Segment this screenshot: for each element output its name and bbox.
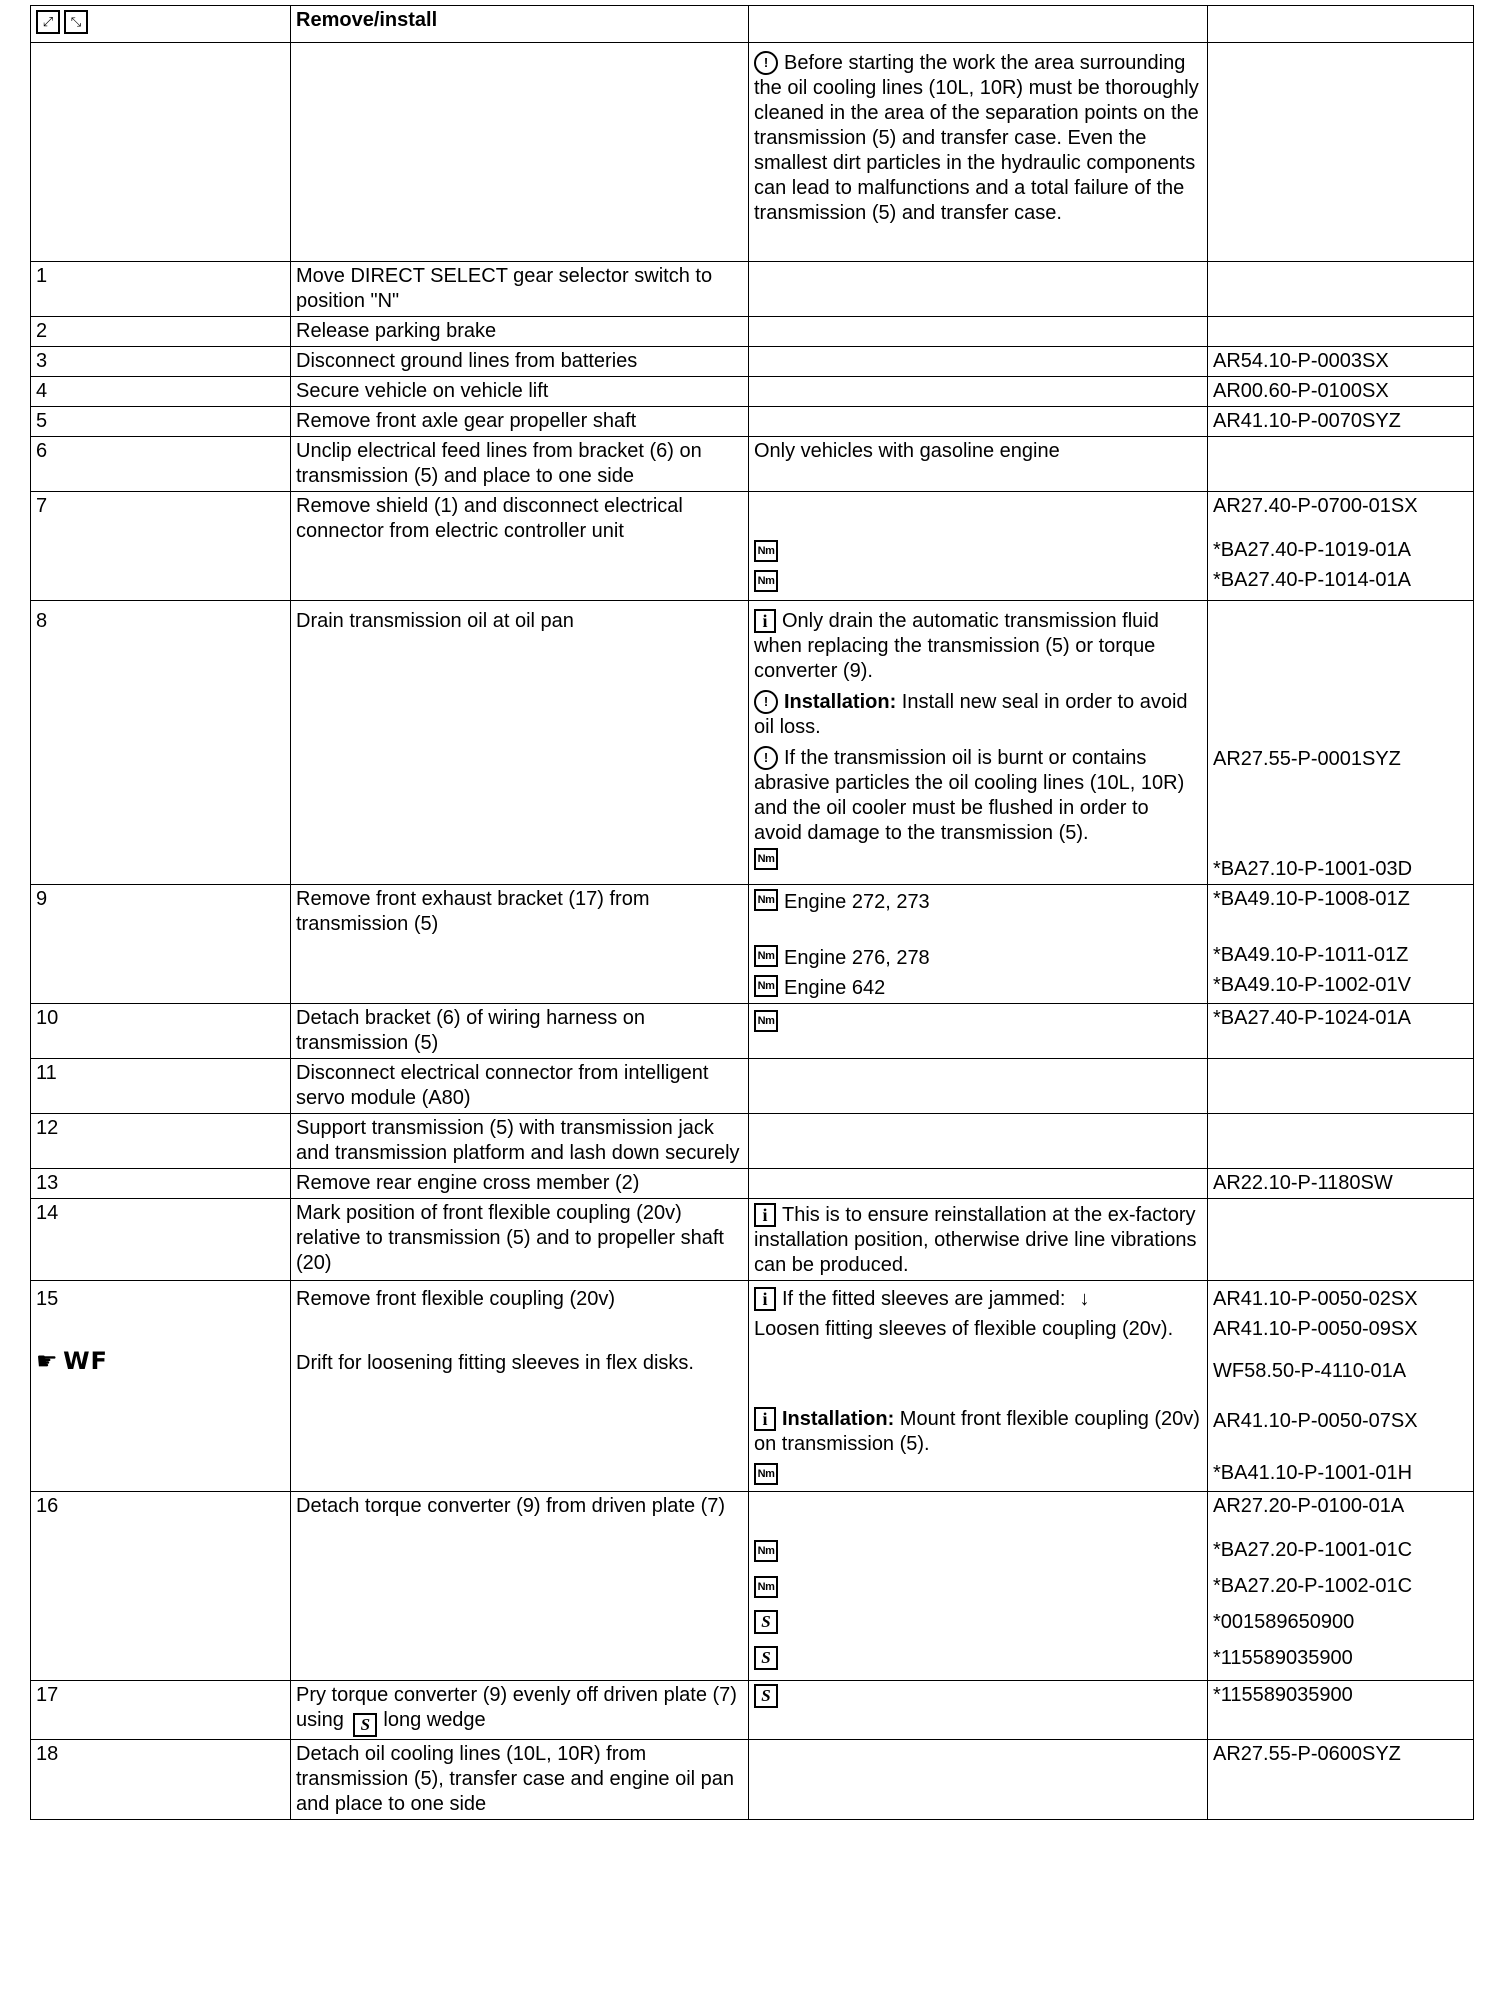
table-row <box>31 1281 1474 1492</box>
step-note: This is to ensure reinstallation at the ex-factory installation position, otherwise drive line vibrations can be produced. <box>754 1204 1197 1276</box>
step-number: 5 <box>31 407 291 437</box>
step-number: 12 <box>31 1114 291 1169</box>
reference-link[interactable]: *BA49.10-P-1008-01Z <box>1213 888 1410 910</box>
warning-icon: ! <box>754 690 778 714</box>
warning-icon: ! <box>754 746 778 770</box>
reference-link[interactable]: *BA27.20-P-1001-01C <box>1213 1539 1413 1561</box>
info-icon: i <box>754 609 776 633</box>
special-tool-icon[interactable]: S <box>754 1610 778 1634</box>
step-number: 2 <box>31 317 291 347</box>
special-tool-icon[interactable]: S <box>754 1684 778 1708</box>
step-text: Detach torque converter (9) from driven plate (7) <box>291 1492 749 1681</box>
torque-icon[interactable]: Nm <box>754 1540 778 1562</box>
step-text: Remove shield (1) and disconnect electrical connector from electric controller unit <box>291 492 749 601</box>
step-note: If the transmission oil is burnt or contains abrasive particles the oil cooling lines (10L, 10R) and the oil cooler must be flushed in order to avoid damage to the transmission (5). <box>754 747 1185 844</box>
reference-link[interactable]: *BA27.40-P-1024-01A <box>1208 1004 1474 1059</box>
step-number: 7 <box>31 492 291 601</box>
step-text: Disconnect electrical connector from intelligent servo module (A80) <box>291 1059 749 1114</box>
reference-link[interactable]: *115589035900 <box>1208 1681 1474 1740</box>
step-text: Remove front exhaust bracket (17) from transmission (5) <box>291 885 749 1004</box>
step-number: 11 <box>31 1059 291 1114</box>
table-row <box>31 1492 1474 1681</box>
collapse-icon[interactable]: ⤡ <box>64 10 88 34</box>
intro-note-cell <box>749 43 1208 262</box>
table-row <box>31 407 1474 437</box>
section-title: Remove/install <box>291 6 749 43</box>
reference-link[interactable]: *115589035900 <box>1213 1647 1353 1669</box>
step-note: Only drain the automatic transmission fluid when replacing the transmission (5) or torque converter (9). <box>754 610 1159 682</box>
step-text: Remove front axle gear propeller shaft <box>291 407 749 437</box>
step-text: Unclip electrical feed lines from bracket (6) on transmission (5) and place to one side <box>291 437 749 492</box>
info-icon: i <box>754 1287 776 1311</box>
torque-icon[interactable]: Nm <box>754 1576 778 1598</box>
engine-label: Engine 272, 273 <box>784 891 930 913</box>
reference-link[interactable]: *BA49.10-P-1002-01V <box>1213 974 1411 996</box>
table-row <box>31 437 1474 492</box>
info-icon: i <box>754 1203 776 1227</box>
step-text: Mark position of front flexible coupling (20v) relative to transmission (5) and to propeller shaft (20) <box>291 1199 749 1281</box>
step-text: Drain transmission oil at oil pan <box>291 601 749 885</box>
tool-description: Drift for loosening fitting sleeves in flex disks. <box>296 1352 694 1374</box>
step-text: Detach bracket (6) of wiring harness on transmission (5) <box>291 1004 749 1059</box>
reference-link[interactable]: AR27.55-P-0600SYZ <box>1208 1740 1474 1820</box>
warning-icon: ! <box>754 51 778 75</box>
table-row <box>31 601 1474 885</box>
step-text: long wedge <box>383 1709 486 1731</box>
reference-link[interactable]: AR27.40-P-0700-01SX <box>1213 495 1418 517</box>
step-text: Disconnect ground lines from batteries <box>291 347 749 377</box>
reference-link[interactable]: *BA41.10-P-1001-01H <box>1213 1462 1413 1484</box>
torque-icon[interactable]: Nm <box>754 1010 778 1032</box>
torque-icon[interactable]: Nm <box>754 889 778 911</box>
view-toggle-cell <box>31 6 291 43</box>
table-row <box>31 1199 1474 1281</box>
reference-link[interactable]: AR54.10-P-0003SX <box>1208 347 1474 377</box>
step-text: Support transmission (5) with transmission jack and transmission platform and lash down securely <box>291 1114 749 1169</box>
torque-icon[interactable]: Nm <box>754 945 778 967</box>
table-row <box>31 377 1474 407</box>
torque-icon[interactable]: Nm <box>754 848 778 870</box>
reference-link[interactable]: AR41.10-P-0050-02SX <box>1213 1288 1418 1310</box>
torque-icon[interactable]: Nm <box>754 975 778 997</box>
step-note: Only vehicles with gasoline engine <box>749 437 1208 492</box>
reference-link[interactable]: *BA49.10-P-1011-01Z <box>1213 944 1409 966</box>
expand-icon[interactable]: ⤢ <box>36 10 60 34</box>
table-row <box>31 347 1474 377</box>
procedure-table <box>30 5 1474 1820</box>
step-number: 14 <box>31 1199 291 1281</box>
engine-label: Engine 276, 278 <box>784 947 930 969</box>
reference-link[interactable]: *BA27.10-P-1001-03D <box>1213 858 1413 880</box>
torque-icon[interactable]: Nm <box>754 540 778 562</box>
step-number: 10 <box>31 1004 291 1059</box>
step-number: 3 <box>31 347 291 377</box>
reference-link[interactable]: *BA27.40-P-1019-01A <box>1213 539 1411 561</box>
reference-link[interactable]: AR41.10-P-0070SYZ <box>1208 407 1474 437</box>
reference-link[interactable]: WF58.50-P-4110-01A <box>1213 1360 1407 1382</box>
wf-label: WF <box>63 1347 108 1375</box>
reference-link[interactable]: AR27.55-P-0001SYZ <box>1213 748 1401 770</box>
step-number: 16 <box>31 1492 291 1681</box>
table-row <box>31 492 1474 601</box>
reference-link[interactable]: AR41.10-P-0050-09SX <box>1213 1318 1418 1340</box>
step-number: 8 <box>31 601 291 885</box>
reference-link[interactable]: AR22.10-P-1180SW <box>1208 1169 1474 1199</box>
table-row <box>31 885 1474 1004</box>
table-row <box>31 1004 1474 1059</box>
step-text: Pry torque converter (9) evenly off driven plate (7) using <box>296 1684 737 1731</box>
step-text: Remove rear engine cross member (2) <box>291 1169 749 1199</box>
table-row <box>31 1169 1474 1199</box>
step-note: If the fitted sleeves are jammed: <box>782 1288 1066 1310</box>
step-number: 9 <box>31 885 291 1004</box>
procedure-sheet <box>30 5 1473 1820</box>
step-number: 1 <box>31 262 291 317</box>
table-row <box>31 1114 1474 1169</box>
reference-link[interactable]: AR00.60-P-0100SX <box>1208 377 1474 407</box>
reference-link[interactable]: *BA27.20-P-1002-01C <box>1213 1575 1413 1597</box>
step-note: Loosen fitting sleeves of flexible coupling (20v). <box>754 1318 1174 1340</box>
intro-note: Before starting the work the area surrounding the oil cooling lines (10L, 10R) must be thoroughly cleaned in the area of the separation points on the transmission (5) and transfer case. Even the smallest dirt particles in the hydraulic components can lead to malfunctions and a total failure of the transmission (5) and transfer case. <box>754 52 1199 224</box>
engine-label: Engine 642 <box>784 977 886 999</box>
torque-icon[interactable]: Nm <box>754 570 778 592</box>
pointing-hand-icon: ☛ <box>36 1348 58 1375</box>
reference-link[interactable]: *001589650900 <box>1213 1611 1355 1633</box>
step-number: 18 <box>31 1740 291 1820</box>
table-row <box>31 317 1474 347</box>
down-arrow-icon[interactable]: ↓ <box>1079 1288 1090 1310</box>
step-number: 6 <box>31 437 291 492</box>
step-text: Detach oil cooling lines (10L, 10R) from transmission (5), transfer case and engine oil pan and place to one side <box>291 1740 749 1820</box>
installation-label: Installation: <box>782 1408 895 1430</box>
table-row <box>31 1681 1474 1740</box>
reference-link[interactable]: *BA27.40-P-1014-01A <box>1213 569 1411 591</box>
special-tool-icon[interactable]: S <box>353 1713 377 1737</box>
special-tool-icon[interactable]: S <box>754 1646 778 1670</box>
info-icon: i <box>754 1407 776 1431</box>
step-text: Release parking brake <box>291 317 749 347</box>
table-row <box>31 262 1474 317</box>
torque-icon[interactable]: Nm <box>754 1463 778 1485</box>
step-number: 4 <box>31 377 291 407</box>
table-row <box>31 1740 1474 1820</box>
table-row <box>31 1059 1474 1114</box>
step-number: 13 <box>31 1169 291 1199</box>
intro-row <box>31 43 1474 262</box>
step-note: Mount front flexible coupling (20v) on transmission (5). <box>754 1408 1200 1455</box>
wf-marker <box>36 1349 285 1376</box>
step-number: 17 <box>31 1681 291 1740</box>
header-row <box>31 6 1474 43</box>
installation-label: Installation: <box>784 691 897 713</box>
reference-link[interactable]: AR41.10-P-0050-07SX <box>1213 1410 1418 1432</box>
reference-link[interactable]: AR27.20-P-0100-01A <box>1213 1495 1405 1517</box>
step-note: Install new seal in order to avoid oil loss. <box>754 691 1188 738</box>
step-text: Secure vehicle on vehicle lift <box>291 377 749 407</box>
step-text: Move DIRECT SELECT gear selector switch to position "N" <box>291 262 749 317</box>
step-number: 15 <box>36 1288 59 1310</box>
step-text: Remove front flexible coupling (20v) <box>296 1288 616 1310</box>
